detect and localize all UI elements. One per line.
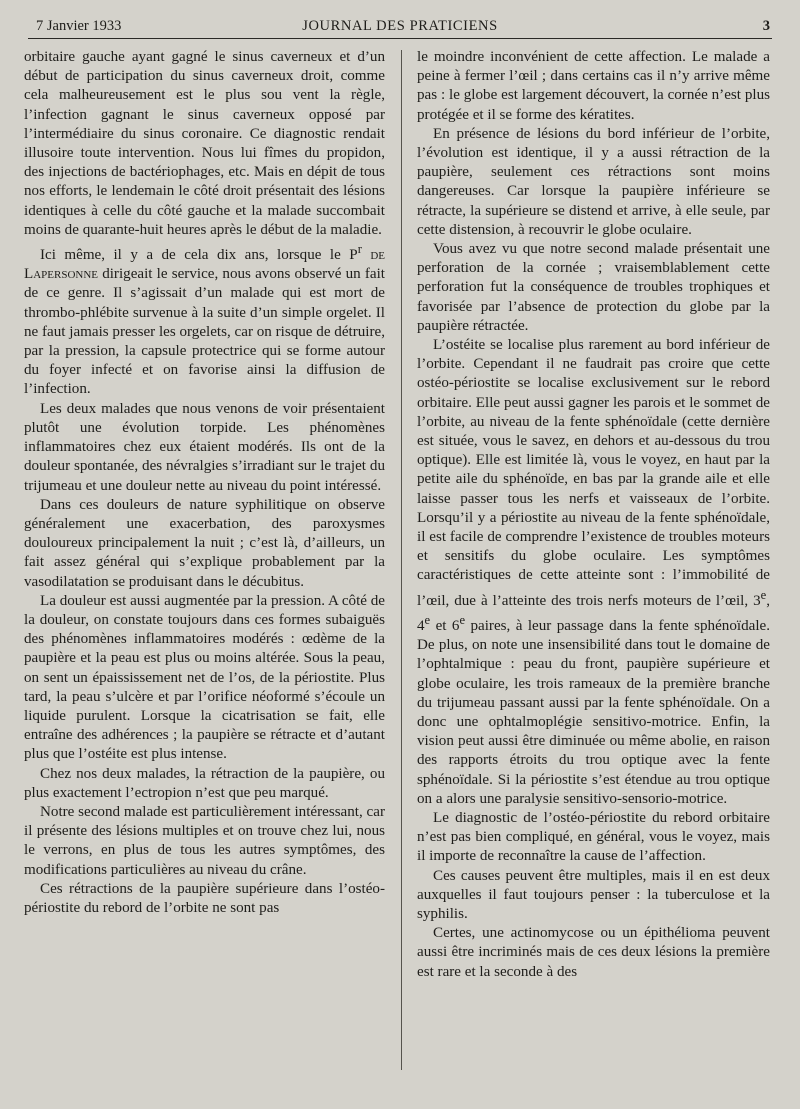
paragraph: Vous avez vu que notre second malade présentait une perforation de la cornée ; vraisemblablement cette perforation fut la conséquence de troubles trophiques et favorisée par l’absence de protection du globe par la paupière rétractée. [417,241,770,334]
paragraph: Le diagnostic de l’ostéo-périostite du rebord orbitaire n’est pas bien compliqué, en général, vous le voyez, mais il importe de reconnaître la cause de l’affection. [417,809,770,865]
paragraph: Ces causes peuvent être multiples, mais il en est deux auxquelles il faut toujours penser : la tuberculose et la syphilis. [417,867,770,922]
paragraph: Chez nos deux malades, la rétraction de la paupière, ou plus exactement l’ectropion n’est que peu marqué. [24,765,385,801]
paragraph: En présence de lésions du bord inférieur de l’orbite, l’évolution est identique, il y a aussi rétraction de la paupière, seulement ces rétractions sont moins dangereuses. Car lorsque la paupière inférieure se rétracte, la supérieure se distend et arrive, à elle seule, par cette distension, à recouvrir le globe oculaire. [417,125,770,238]
page-header [28,14,772,38]
right-column [417,48,770,1100]
paragraph: Les deux malades que nous venons de voir présentaient plutôt une évolution torpide. Les phénomènes inflammatoires chez eux étaient modérés. Ils ont de la douleur spontanée, des névralgies s’irradiant sur le trajet du trijumeau et une douleur nette au niveau du point intéressé. [24,400,385,494]
author-name: de Lapersonne [24,247,385,283]
paragraph: Dans ces douleurs de nature syphilitique on observe généralement une exacerbation, des paroxysmes douloureux principalement la nuit ; c’est là, d’ailleurs, un fait assez général qui s’explique probablement par la vasodilatation se produisant dans le décubitus. [24,496,385,590]
paragraph: La douleur est aussi augmentée par la pression. A côté de la douleur, on constate toujours dans ces formes subaiguës des phénomènes inflammatoires modérés : œdème de la paupière et la peau est plus ou moins altérée. Sous la peau, on sent un épaississement net de l’os, de la périostite. Plus tard, la peau s’ulcère et par l’orifice néoformé s’écoule un liquide purulent. Lorsque la cicatrisation se fait, elle entraîne des adhérences ; la paupière se rétracte et d’autant plus que l’ostéite est plus intense. [24,592,385,763]
superscript: e [424,612,431,627]
superscript: e [760,587,767,602]
superscript: r [357,242,362,257]
paragraph [24,240,385,400]
text-run: , 4 [417,592,770,634]
text-run: et 6 [430,617,460,634]
paragraph: Ces rétractions de la paupière supérieure dans l’ostéo-périostite du rebord de l’orbite ne sont pas [24,880,385,916]
journal-title: JOURNAL DES PRATICIENS [302,18,498,34]
paragraph [417,336,770,809]
paragraph: orbitaire gauche ayant gagné le sinus caverneux et d’un début de participation du sinus caverneux droit, comme cela malheureusement est le plus sou vent la règle, l’infection gagnant le sinus caverneux opposé par l’intermédiaire du sinus coronaire. Ce diagnostic rendait illusoire toute intervention. Nous lui fîmes du propidon, des injections de bactériophages, etc. Mais en dépit de tous nos efforts, le lendemain le côté droit présentait des lésions identiques à celle du côté gauche et la malade succombait moins de quarante-huit heures après le début de la maladie. [24,49,385,238]
issue-date: 7 Janvier 1933 [36,18,122,34]
paragraph: Notre second malade est particulièrement intéressant, car il présente des lésions multiples et on trouve chez lui, nous le verrons, en plus de tous les autres symptômes, des modifications particulières au niveau du crâne. [24,803,385,878]
superscript: e [459,612,466,627]
column-divider [401,50,402,1070]
text-run: paires, à leur passage dans la fente sphénoïdale. De plus, on note une insensibilité dans tout le domaine de l’ophtalmique : peau du front, paupière supérieure et globe oculaire, les trois rameaux de la première branche du trijumeau passant aussi par la fente sphénoïdale. On a donc une ophtalmoplégie sensitivo-motrice. Enfin, la vision peut aussi être diminuée ou même abolie, en raison des rapports étroits du trou optique avec la fente sphénoïdale. Si la périostite s’est étendue au trou optique on a alors une paralysie sensitivo-sensorio-motrice. [417,617,770,807]
left-column [24,48,385,1100]
text-run: dirigeait le service, nous avons observé un fait de ce genre. Il s’agissait d’un malade qui est mort de thrombo-phlébite survenue à la suite d’un simple orgelet. Il ne faut jamais presser les orgelets, car on risque de détruire, par la pression, la capsule protectrice qui se forme autour du foyer infecté et on favorise ainsi la diffusion de l’infection. [24,266,385,398]
paragraph: Certes, une actinomycose ou un épithélioma peuvent aussi être incriminés mais de ces deux lésions la première est rare et la seconde à des [417,925,770,980]
paragraph: le moindre inconvénient de cette affection. Le malade a peine à fermer l’œil ; dans certains cas il n’y arrive même pas : le globe est largement découvert, la cornée n’est plus protégée et il se forme des kératites. [417,49,770,123]
text-run: L’ostéite se localise plus rarement au bord inférieur de l’orbite. Cependant il ne faudrait pas croire que cette ostéo-périostite se localise exclusivement sur le rebord orbitaire. Elle peut aussi gagner les parois et le sommet de l’orbite, au niveau de la fente sphénoïdale (cette dernière est située, vous le savez, en dehors et au-dessous du trou optique). Elle est limitée là, vous le voyez, en haut par la petite aile du sphénoïde, en bas par la grande aile et elle laisse passer tous les nerfs et vaisseaux de l’orbite. Lorsqu’il y a périostite au niveau de la fente sphénoïdale, il est facile de comprendre l’existence de troubles moteurs et sensitifs du globe oculaire. Les symptômes caractéristiques de cette atteinte sont : l’immobilité de l’œil, due à l’atteinte des trois nerfs moteurs de l’œil, 3 [417,337,770,609]
page-number: 3 [762,18,770,34]
header-rule [28,38,772,39]
text-run: Ici même, il y a de cela dix ans, lorsque le P [40,247,358,264]
